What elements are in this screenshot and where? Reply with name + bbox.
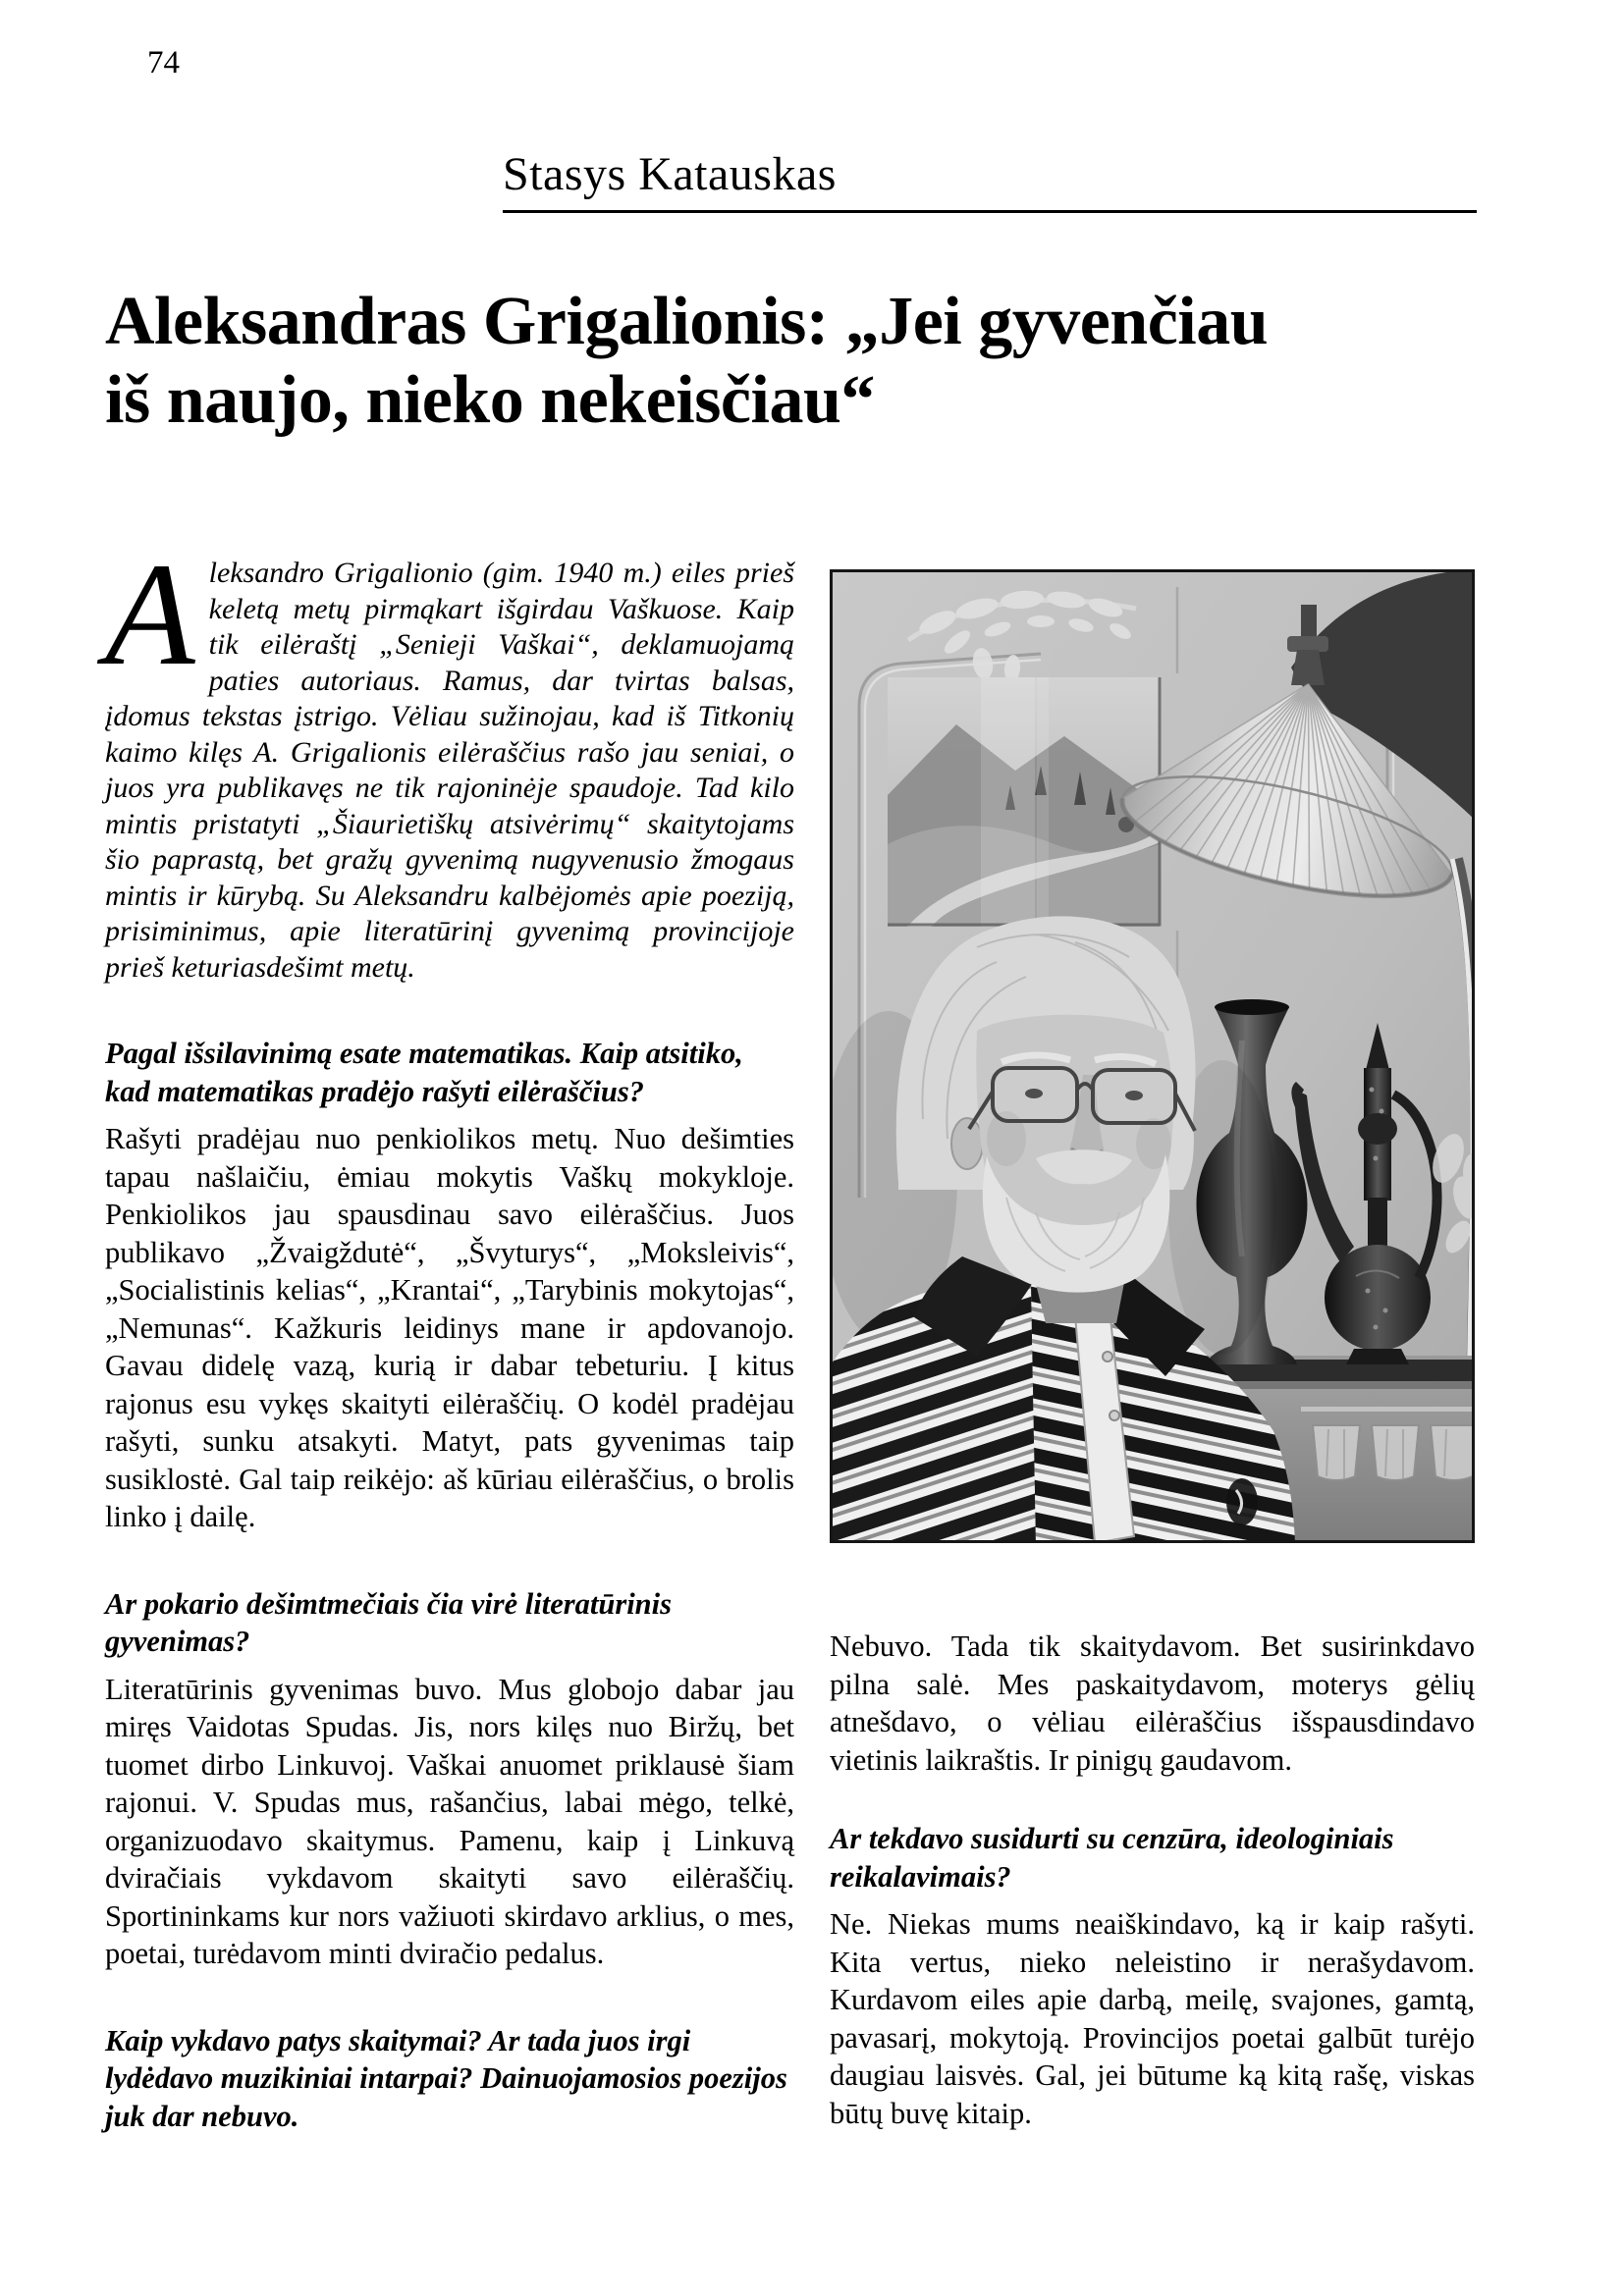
portrait-photo bbox=[830, 569, 1475, 1543]
article-title bbox=[105, 283, 1519, 440]
glass-cups bbox=[1313, 1425, 1475, 1480]
answer-2: Literatūrinis gyvenimas buvo. Mus globojo dabar jau miręs Vaidotas Spudas. Jis, nors kilęs nuo Biržų, bet tuomet dirbo Linkuvoj. Vaškai anuomet priklausė šiam rajonui. V. Spudas mus, rašančius, labai mėgo, telkė, organizuodavo skaitymus. Pamenu, kaip į Linkuvą dviračiais vykdavom skaityti savo eilėraščių. Sportininkams kur nors važiuoti skirdavo arklius, o mes, poetai, turėdavom minti dviračio pedalus. bbox=[105, 1672, 794, 1970]
left-column bbox=[105, 533, 794, 2145]
drop-cap: A bbox=[105, 533, 195, 696]
answer-3: Nebuvo. Tada tik skaitydavom. Bet susirinkdavo pilna salė. Mes paskaitydavom, moterys gėlių atnešdavo, o vėliau eilėraščius išspausdindavo vietinis laikraštis. Ir pinigų gaudavom. bbox=[830, 1629, 1475, 1777]
page-number: 74 bbox=[147, 45, 180, 80]
answer-1: Rašyti pradėjau nuo penkiolikos metų. Nuo dešimties tapau našlaičiu, ėmiau mokytis Vaškų mokykloje. Penkiolikos jau spausdinau savo eilėraščius. Juos publikavo „Žvaigždutė“, „Švyturys“, „Moksleivis“, „Socialistinis kelias“, „Krantai“, „Tarybinis mokytojas“, „Nemunas“. Kažkuris leidinys mane ir apdovanojo. Gavau didelę vazą, kurią ir dabar tebeturiu. Į kitus rajonus esu vykęs skaityti eilėraščių. O kodėl pradėjau rašyti, sunku atsakyti. Matyt, pats gyvenimas taip susiklostė. Gal taip reikėjo: aš kūriau eilėraščius, o brolis linko į dailę. bbox=[105, 1122, 794, 1533]
answer-4: Ne. Niekas mums neaiškindavo, ką ir kaip rašyti. Kita vertus, nieko neleistino ir nerašydavom. Kurdavom eiles apie darbą, meilę, svajones, gamtą, pavasarį, mokytoją. Provincijos poetai galbūt turėjo daugiau laisvės. Gal, jei būtume ką kitą rašę, viskas būtų buvę kitaip. bbox=[830, 1907, 1475, 2130]
question-3: Kaip vykdavo patys skaitymai? Ar tada juos irgi lydėdavo muzikiniai intarpai? Dainuojamosios poezijos juk dar nebuvo. bbox=[105, 2023, 787, 2133]
title-line-1: Aleksandras Grigalionis: „Jei gyvenčiau bbox=[105, 284, 1269, 359]
question-2: Ar pokario dešimtmečiais čia virė literatūrinis gyvenimas? bbox=[105, 1586, 672, 1658]
portrait-photo-svg bbox=[830, 569, 1475, 1543]
wall-picture bbox=[888, 677, 1160, 927]
question-4: Ar tekdavo susidurti su cenzūra, ideologiniais reikalavimais? bbox=[830, 1822, 1394, 1894]
ear bbox=[951, 1118, 983, 1169]
intro-text: leksandro Grigalionio (gim. 1940 m.) eiles prieš keletą metų pirmąkart išgirdau Vaškuose. Kaip tik eilėraštį „Senieji Vaškai“, deklamuojamą paties autoriaus. Ramus, dar tvirtas balsas, įdomus tekstas įstrigo. Vėliau sužinojau, kad iš Titkonių kaimo kilęs A. Grigalionis eilėraščius rašo jau seniai, o juos yra publikavęs ne tik rajoninėje spaudoje. Tad kilo mintis pristatyti „Šiaurietiškų atsivėrimų“ skaitytojams šio paprastą, bet gražų gyvenimą nugyvenusio žmogaus mintis ir kūrybą. Su Aleksandru kalbėjomės apie poeziją, prisiminimus, apie literatūrinį gyvenimą provincijoje prieš keturiasdešimt metų. bbox=[105, 557, 794, 984]
author-rule bbox=[503, 147, 1477, 213]
question-1: Pagal išsilavinimą esate matematikas. Kaip atsitiko, kad matematikas pradėjo rašyti eilėraščius? bbox=[105, 1037, 743, 1108]
title-line-2: iš naujo, nieko nekeisčiau“ bbox=[105, 362, 875, 438]
right-column bbox=[830, 569, 1475, 2132]
author-name: Stasys Katauskas bbox=[503, 148, 837, 200]
intro-paragraph bbox=[105, 533, 794, 986]
